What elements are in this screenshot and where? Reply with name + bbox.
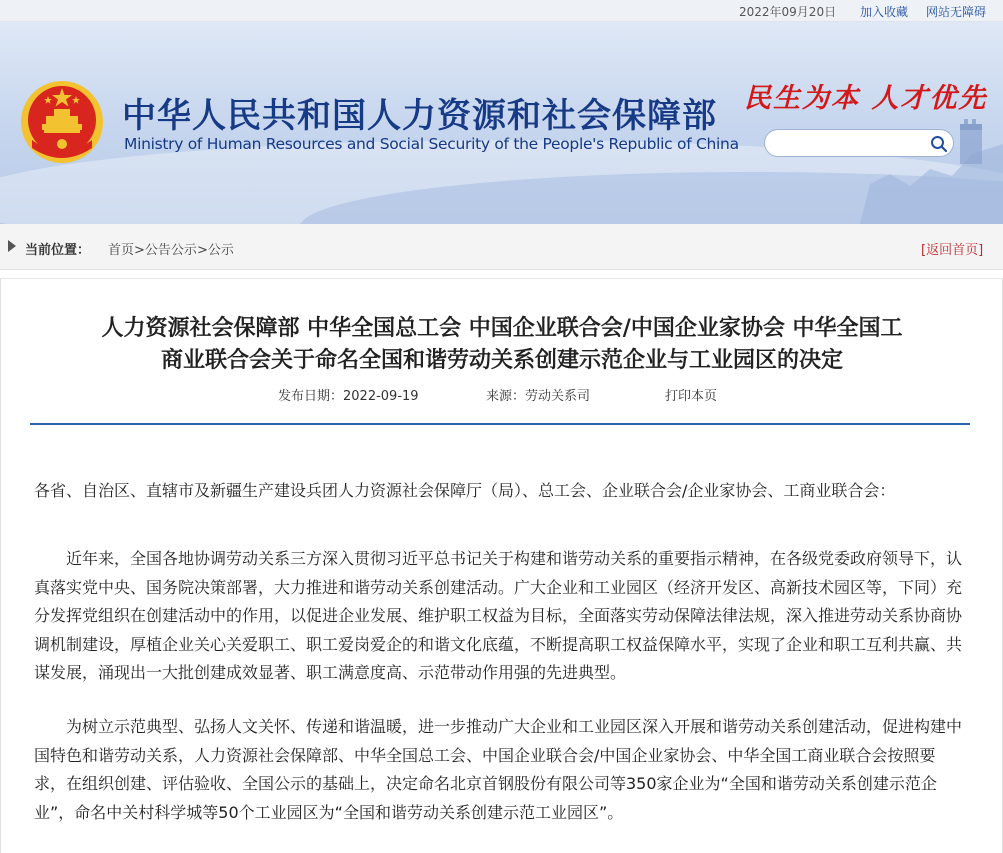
publish-date: 发布日期：2022-09-19 (278, 389, 419, 404)
title-divider (30, 423, 970, 425)
accessibility-link[interactable]: 网站无障碍 (926, 5, 987, 19)
breadcrumb (0, 224, 1003, 270)
breadcrumb-item-public-notice[interactable]: 公示 (207, 243, 234, 258)
search-icon[interactable] (929, 134, 949, 154)
article-source: 来源：劳动关系司 (486, 389, 591, 404)
article-paragraph: 近年来，全国各地协调劳动关系三方深入贯彻习近平总书记关于构建和谐劳动关系的重要指示精神，在各级党委政府领导下，认真落实党中央、国务院决策部署，大力推进和谐劳动关系创建活动。广大企业和工业园区（经济开发区、高新技术园区等，下同）充分发挥党组织在创建活动中的作用，以促进企业发展、维护职工权益为目标，全面落实劳动保障法律法规，深入推进劳动关系协商协调机制建设，厚植企业关心关爱职工、职工爱岗爱企的和谐文化底蕴，不断提高职工权益保障水平，实现了企业和职工互利共赢、共谋发展，涌现出一大批创建成效显著、职工满意度高、示范带动作用强的先进典型。 (34, 549, 963, 682)
breadcrumb-item-home[interactable]: 首页 (108, 243, 135, 258)
top-utility-bar (0, 0, 1003, 22)
slogan: 民生为本 人才优先 (744, 83, 988, 114)
back-home-link[interactable]: [返回首页] (921, 243, 984, 258)
ministry-name-cn[interactable]: 中华人民共和国人力资源和社会保障部 (122, 96, 717, 136)
article-salutation: 各省、自治区、直辖市及新疆生产建设兵团人力资源社会保障厅（局）、总工会、企业联合会/企业家协会、工商业联合会： (34, 481, 896, 500)
print-page-link[interactable]: 打印本页 (665, 389, 718, 404)
national-emblem-icon[interactable] (18, 78, 106, 166)
caret-right-icon (8, 240, 16, 252)
add-favorite-link[interactable]: 加入收藏 (860, 5, 909, 19)
article-title-line: 人力资源社会保障部 中华全国总工会 中国企业联合会/中国企业家协会 中华全国工 (101, 315, 903, 341)
current-date: 2022年09月20日 (739, 5, 837, 19)
article-title-line: 商业联合会关于命名全国和谐劳动关系创建示范企业与工业园区的决定 (160, 347, 843, 373)
site-banner (0, 22, 1003, 224)
breadcrumb-path (108, 239, 234, 258)
breadcrumb-separator: > (134, 243, 145, 258)
search-input[interactable] (777, 134, 917, 152)
article-paragraph: 为树立示范典型、弘扬人文关怀、传递和谐温暖，进一步推动广大企业和工业园区深入开展和谐劳动关系创建活动，促进构建中国特色和谐劳动关系，人力资源社会保障部、中华全国总工会、中国企业联合会/中国企业家协会、中华全国工商业联合会按照要求，在组织创建、评估验收、全国公示的基础上，决定命名北京首钢股份有限公司等350家企业为“全国和谐劳动关系创建示范企业”，命名中关村科学城等50个工业园区为“全国和谐劳动关系创建示范工业园区”。 (34, 717, 963, 822)
breadcrumb-label: 当前位置： (25, 243, 91, 258)
breadcrumb-item-announcements[interactable]: 公告公示 (144, 243, 197, 258)
ministry-name-en: Ministry of Human Resources and Social Security of the People's Republic of China (124, 135, 739, 153)
search-box[interactable] (764, 129, 954, 157)
article-title (22, 312, 982, 376)
breadcrumb-separator: > (196, 243, 208, 258)
